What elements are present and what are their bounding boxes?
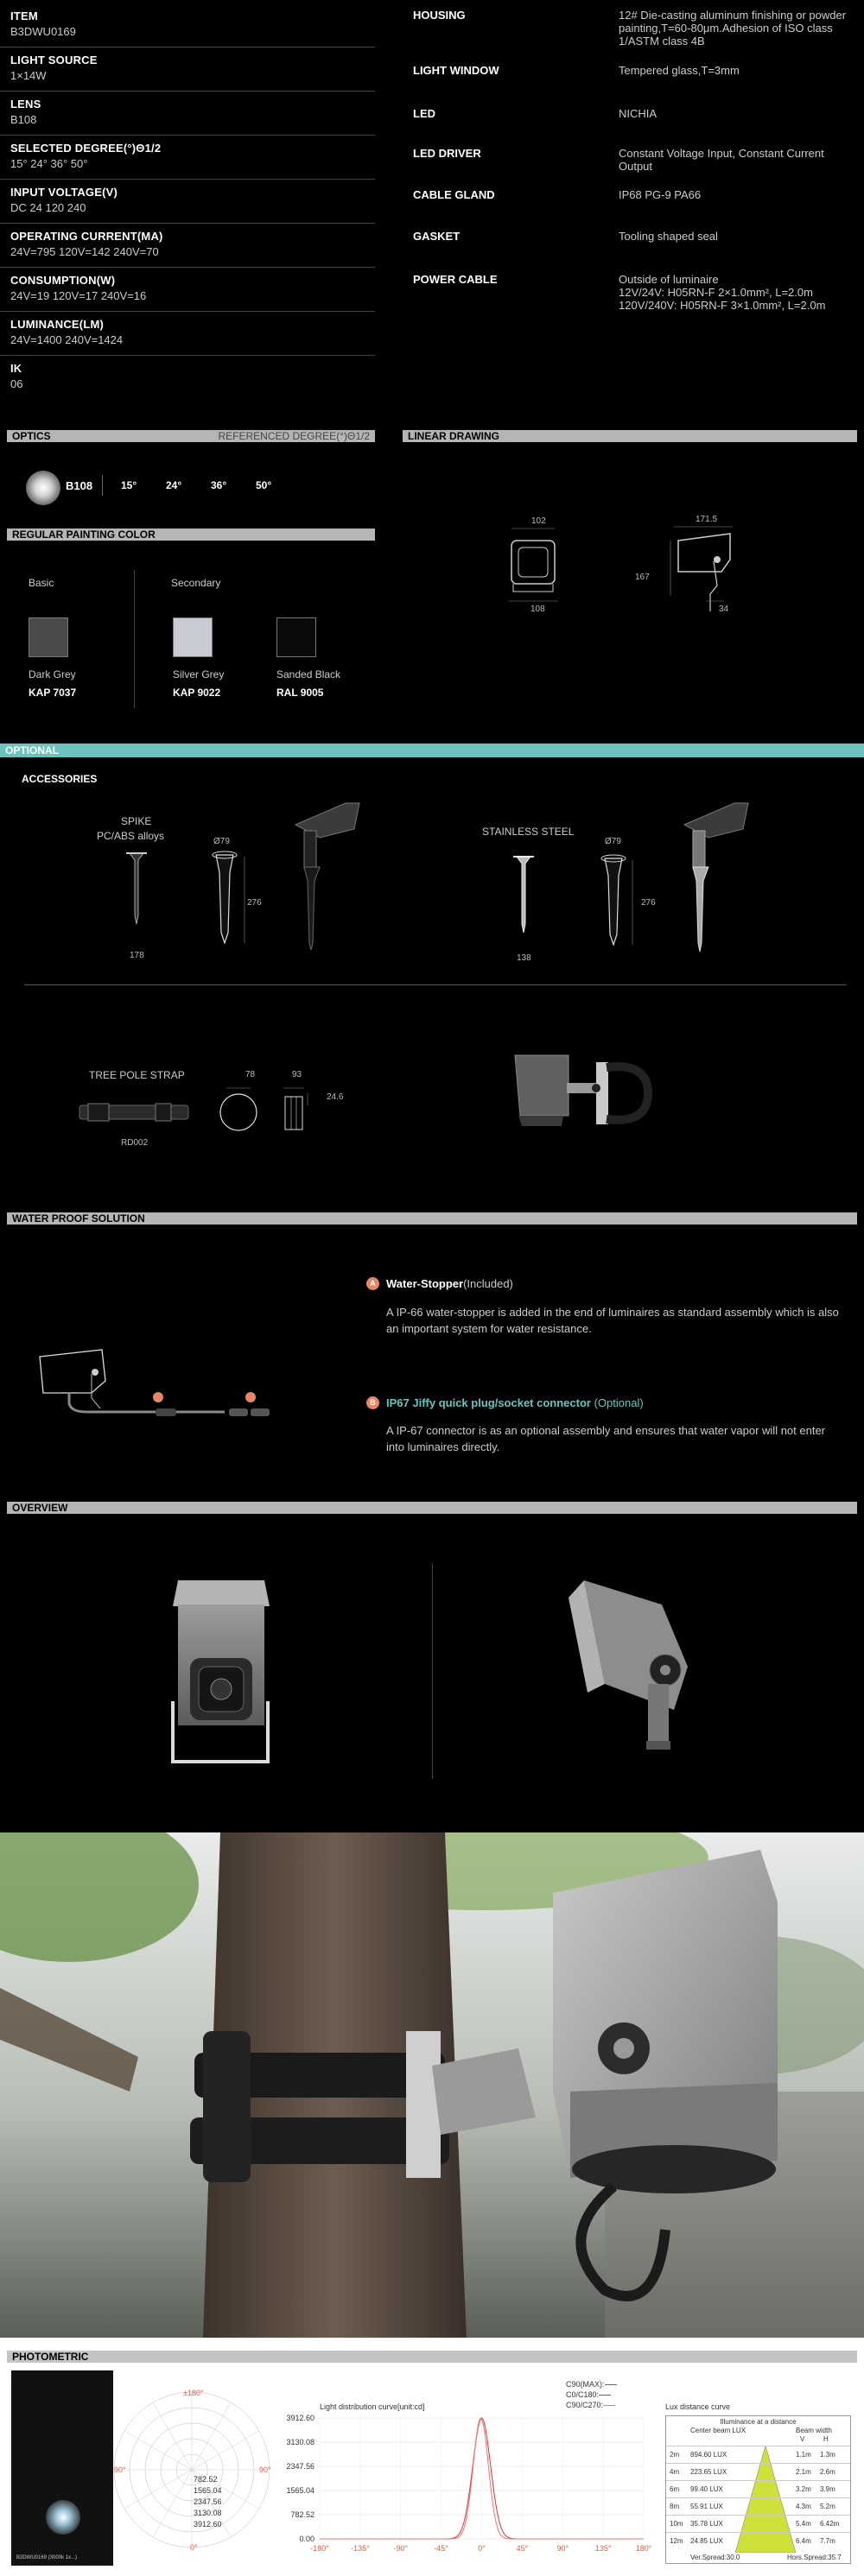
polar-spoke (153, 2470, 192, 2537)
curve-x-tick: -135° (351, 2544, 370, 2553)
curve-y-tick: 3130.08 (286, 2438, 314, 2446)
strap-mounted-photo (510, 1045, 657, 1140)
curve-x-tick: -90° (393, 2544, 409, 2553)
linear-header (403, 430, 857, 442)
spec-label: CONSUMPTION(W) (10, 274, 116, 287)
lux-cell-h: 7.7m (820, 2537, 835, 2545)
spec-label: LIGHT WINDOW (413, 64, 499, 77)
lux-row (666, 2446, 850, 2463)
secondary-label: Secondary (171, 577, 221, 589)
spike-title: SPIKE (121, 815, 152, 827)
spec-value: B3DWU0169 (10, 25, 76, 38)
spike-length: 178 (130, 951, 144, 960)
polar-value: 1565.04 (194, 2486, 222, 2495)
polar-left-label: 90° (114, 2465, 126, 2474)
lux-cell-v: 4.3m (796, 2503, 811, 2510)
lux-title: Lux distance curve (665, 2402, 731, 2411)
steel-diameter: Ø79 (605, 837, 621, 846)
curve-x-tick: 90° (556, 2544, 569, 2553)
legend-label: C90/C270: (566, 2401, 604, 2409)
water-b-note: (Optional) (594, 1396, 644, 1409)
optics-divider (102, 475, 103, 496)
spec-value: Outside of luminaire 12V/24V: H05RN-F 2×1.0mm², L=2.0m 120V/240V: H05RN-F 3×1.0mm², L=2.0m (619, 273, 826, 312)
optics-header (7, 430, 375, 442)
spec-label: LED DRIVER (413, 147, 481, 160)
lux-cell-d: 2m (670, 2451, 680, 2459)
beam-caption: B3DWU0169 (3000k 1x...) (16, 2555, 78, 2560)
polar-spoke (124, 2470, 192, 2509)
spec-label: LED (413, 107, 435, 120)
polar-spoke (124, 2431, 192, 2470)
legend-swatch (599, 2395, 611, 2396)
accessories-divider (24, 984, 847, 985)
optional-header (0, 744, 864, 757)
spec-value: B108 (10, 113, 37, 126)
lux-head-1: Illuminance at a distance (720, 2418, 797, 2426)
dim-side-base: 34 (719, 604, 729, 614)
swatch-code-silver-grey: KAP 9022 (173, 687, 221, 699)
strap-depth: 93 (292, 1070, 302, 1079)
optics-reference: REFERENCED DEGREE(°)Θ1/2 (218, 430, 370, 442)
curve-y-tick: 782.52 (290, 2510, 314, 2519)
optics-degree: 50° (256, 479, 272, 491)
polar-value: 2347.56 (194, 2497, 222, 2506)
spec-value: 24V=795 120V=142 240V=70 (10, 245, 159, 258)
lux-head-2: Center beam LUX (690, 2427, 746, 2434)
curve-y-tick: 0.00 (299, 2535, 314, 2543)
lux-head-v: V (800, 2435, 805, 2443)
spike-material: PC/ABS alloys (97, 830, 165, 842)
beam-photo (11, 2370, 113, 2566)
spike-height: 276 (247, 898, 262, 908)
optional-title: OPTIONAL (5, 744, 59, 756)
polar-value: 3912.60 (194, 2520, 222, 2529)
water-b-heading (386, 1396, 644, 1409)
color-title: REGULAR PAINTING COLOR (12, 528, 156, 541)
lux-cell-v: 6.4m (796, 2537, 811, 2545)
color-divider (134, 570, 135, 708)
curve-x-tick: -180° (310, 2544, 329, 2553)
distribution-curve (281, 2409, 652, 2565)
lux-cell-d: 8m (670, 2503, 680, 2510)
waterproof-diagram (35, 1343, 328, 1429)
strap-drawing (78, 1081, 337, 1133)
tree-mounted-photo (0, 1832, 864, 2338)
polar-spoke (192, 2431, 259, 2470)
spec-value: 15° 24° 36° 50° (10, 157, 88, 170)
lux-cell-v: 3.2m (796, 2485, 811, 2493)
lux-cell-v: 5.4m (796, 2520, 811, 2528)
lux-cell-h: 2.6m (820, 2468, 835, 2476)
curve-title: Light distribution curve[unit:cd] (320, 2402, 425, 2411)
swatch-sanded-black (276, 617, 316, 657)
legend-swatch (603, 2405, 615, 2406)
optics-lens: B108 (66, 479, 93, 492)
spec-label: HOUSING (413, 9, 466, 22)
overview-front-photo (156, 1572, 294, 1779)
lux-head-h: H (823, 2435, 829, 2443)
polar-spoke (153, 2402, 192, 2470)
overview-header (7, 1502, 857, 1514)
lux-head-3: Beam width (796, 2427, 832, 2434)
lux-cell-h: 5.2m (820, 2503, 835, 2510)
dim-side-height: 167 (635, 573, 650, 582)
swatch-silver-grey (173, 617, 213, 657)
spec-value: 24V=1400 240V=1424 (10, 333, 124, 346)
polar-value: 782.52 (194, 2475, 218, 2484)
swatch-dark-grey (29, 617, 68, 657)
polar-spoke (192, 2402, 231, 2470)
strap-width: 78 (245, 1070, 256, 1079)
spec-label: LENS (10, 98, 41, 111)
lux-rows (666, 2446, 850, 2549)
lux-cell-lux: 223.65 LUX (690, 2468, 727, 2476)
polar-right-label: 90° (259, 2465, 271, 2474)
optics-degree: 15° (121, 479, 137, 491)
spec-label: SELECTED DEGREE(°)Θ1/2 (10, 142, 162, 155)
curve-x-tick: -45° (434, 2544, 448, 2553)
curve-x-tick: 45° (516, 2544, 529, 2553)
spec-value: Tooling shaped seal (619, 230, 718, 243)
spec-label: ITEM (10, 9, 38, 22)
polar-diagram (105, 2383, 278, 2556)
spec-value: 12# Die-casting aluminum finishing or powder painting,T=60-80μm.Adhesion of ISO class 1/ASTM class 4B (619, 9, 847, 47)
spec-label: IK (10, 362, 22, 375)
lux-cell-v: 2.1m (796, 2468, 811, 2476)
spike-drawing (69, 786, 397, 976)
lux-cell-lux: 24.85 LUX (690, 2537, 723, 2545)
overview-title: OVERVIEW (12, 1502, 68, 1514)
lux-foot-h: Hors.Spread:35.7 (787, 2554, 842, 2561)
badge-a-icon: A (366, 1277, 379, 1290)
overview-divider (432, 1563, 433, 1779)
lux-cell-lux: 99.40 LUX (690, 2485, 723, 2493)
water-b-title: IP67 Jiffy quick plug/socket connector (386, 1396, 591, 1409)
swatch-name-silver-grey: Silver Grey (173, 668, 225, 680)
spec-label: INPUT VOLTAGE(V) (10, 186, 118, 199)
steel-height: 276 (641, 898, 656, 908)
lux-cell-d: 10m (670, 2520, 683, 2528)
swatch-code-sanded-black: RAL 9005 (276, 687, 324, 699)
strap-code: RD002 (121, 1138, 149, 1148)
legend-entry (566, 2379, 620, 2389)
curve-y-tick: 1565.04 (286, 2486, 314, 2495)
lux-cell-d: 12m (670, 2537, 683, 2545)
lux-row (666, 2497, 850, 2515)
lux-cell-lux: 55.91 LUX (690, 2503, 723, 2510)
optics-title: OPTICS (12, 430, 51, 442)
water-a-note: (Included) (463, 1277, 513, 1290)
spec-label: GASKET (413, 230, 461, 243)
spec-label: LUMINANCE(LM) (10, 318, 105, 331)
spec-value: NICHIA (619, 107, 658, 120)
optics-degree: 36° (211, 479, 227, 491)
spec-label: LIGHT SOURCE (10, 54, 98, 66)
dim-side-width: 171.5 (696, 515, 718, 524)
legend-label: C0/C180: (566, 2390, 600, 2399)
basic-label: Basic (29, 577, 54, 589)
lux-cell-h: 6.42m (820, 2520, 840, 2528)
linear-drawing (501, 510, 760, 656)
legend-swatch (605, 2384, 617, 2385)
curve-x-tick: 0° (478, 2544, 486, 2553)
lux-cell-d: 6m (670, 2485, 680, 2493)
curve-x-tick: 180° (635, 2544, 652, 2553)
spec-label: CABLE GLAND (413, 188, 495, 201)
lux-cell-h: 1.3m (820, 2451, 835, 2459)
lux-row (666, 2532, 850, 2549)
lux-table (665, 2415, 851, 2564)
spec-value: DC 24 120 240 (10, 201, 86, 214)
strap-title: TREE POLE STRAP (89, 1069, 185, 1081)
legend-entry (566, 2389, 620, 2400)
accessories-title: ACCESSORIES (22, 773, 98, 785)
photometric-header (7, 2351, 857, 2363)
color-header (7, 528, 375, 541)
polar-bottom-label: 0° (190, 2543, 198, 2552)
water-header (7, 1212, 857, 1225)
spec-list-right (0, 0, 864, 345)
lux-row (666, 2463, 850, 2480)
dim-front-base: 108 (530, 604, 545, 614)
water-a-heading (386, 1277, 513, 1290)
lux-cell-lux: 894.60 LUX (690, 2451, 727, 2459)
badge-b-icon: B (366, 1396, 379, 1409)
spec-value: 1×14W (10, 69, 47, 82)
lux-cell-lux: 35.78 LUX (690, 2520, 723, 2528)
spec-value: Constant Voltage Input, Constant Current Output (619, 147, 824, 173)
water-a-text: A IP-66 water-stopper is added in the end of luminaires as standard assembly which is also an important system for water resistance. (386, 1306, 839, 1335)
dim-front-width: 102 (531, 516, 546, 526)
swatch-name-sanded-black: Sanded Black (276, 668, 341, 680)
lux-cell-v: 1.1m (796, 2451, 811, 2459)
curve-y-tick: 3912.60 (286, 2414, 314, 2422)
lux-row (666, 2480, 850, 2497)
lux-row (666, 2515, 850, 2532)
lux-cell-d: 4m (670, 2468, 680, 2476)
lux-foot-v: Ver.Spread:30.0 (690, 2554, 740, 2561)
curve-legend (566, 2379, 620, 2410)
curve-x-tick: 135° (594, 2544, 612, 2553)
polar-value: 3130.08 (194, 2509, 222, 2517)
polar-top-label: ±180° (183, 2389, 204, 2397)
water-a-title: Water-Stopper (386, 1277, 464, 1290)
water-b-text: A IP-67 connector is as an optional assembly and ensures that water vapor will not enter into luminaires directly. (386, 1424, 826, 1453)
spec-row (0, 356, 375, 400)
photometric-title: PHOTOMETRIC (12, 2351, 89, 2363)
overview-side-photo (553, 1563, 726, 1770)
spike-diameter: Ø79 (213, 837, 230, 846)
spec-label: POWER CABLE (413, 273, 498, 286)
legend-label: C90(MAX): (566, 2380, 605, 2389)
optics-degree: 24° (166, 479, 182, 491)
steel-length: 138 (517, 953, 531, 963)
lens-icon (26, 471, 60, 505)
spec-value: Tempered glass,T=3mm (619, 64, 740, 77)
water-title: WATER PROOF SOLUTION (12, 1212, 145, 1225)
spec-value: 24V=19 120V=17 240V=16 (10, 289, 147, 302)
spec-label: OPERATING CURRENT(MA) (10, 230, 163, 243)
strap-height: 24.6 (327, 1092, 344, 1102)
steel-title: STAINLESS STEEL (482, 826, 575, 838)
curve-y-tick: 2347.56 (286, 2462, 314, 2471)
swatch-code-dark-grey: KAP 7037 (29, 687, 77, 699)
linear-title: LINEAR DRAWING (408, 430, 499, 442)
spec-value: 06 (10, 377, 23, 390)
steel-spike-drawing (484, 786, 778, 976)
polar-values (194, 2474, 222, 2530)
lux-cell-h: 3.9m (820, 2485, 835, 2493)
spec-value: IP68 PG-9 PA66 (619, 188, 702, 201)
swatch-name-dark-grey: Dark Grey (29, 668, 76, 680)
